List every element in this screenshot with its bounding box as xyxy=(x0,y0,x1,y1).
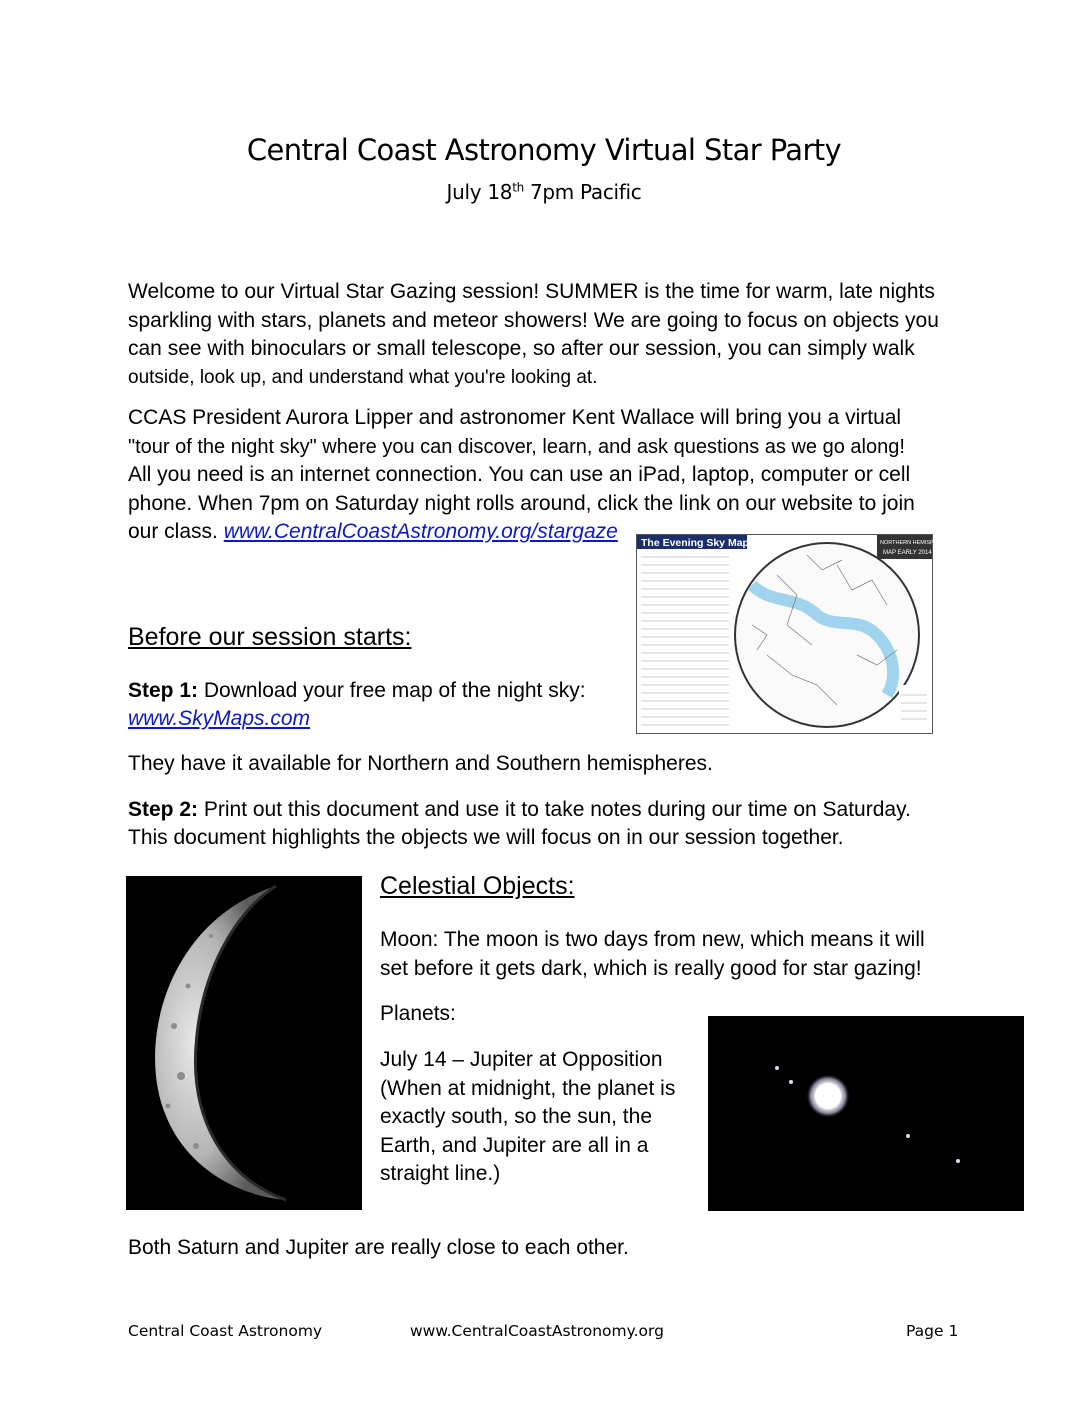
moon-graphic xyxy=(126,876,362,1210)
event-date-time: 7pm Pacific xyxy=(523,180,642,204)
jupiter-note-line: July 14 – Jupiter at Opposition xyxy=(380,1048,663,1071)
step2-line2: This document highlights the objects we will focus on in our session together. xyxy=(128,826,844,849)
tour-line: phone. When 7pm on Saturday night rolls around, click the link on our website to join xyxy=(128,491,915,515)
step1-description: Download your free map of the night sky: xyxy=(198,679,586,702)
jupiter-note xyxy=(380,1046,675,1189)
intro-paragraph xyxy=(128,278,988,392)
event-date xyxy=(0,180,1088,204)
footer-org: Central Coast Astronomy xyxy=(128,1322,323,1340)
skymaps-line xyxy=(128,705,310,734)
celestial-objects-heading: Celestial Objects: xyxy=(380,872,575,900)
crescent-moon-image xyxy=(126,876,362,1210)
intro-line: Welcome to our Virtual Star Gazing session! SUMMER is the time for warm, late nights xyxy=(128,280,935,303)
jupiter-note-line: straight line.) xyxy=(380,1162,501,1185)
sky-map-tag2: MAP EARLY 2014 xyxy=(883,550,932,556)
step2-description: Print out this document and use it to take notes during our time on Saturday. xyxy=(198,798,911,821)
intro-line: can see with binoculars or small telescope, so after our session, you can simply walk xyxy=(128,337,915,360)
hemispheres-note: They have it available for Northern and Southern hemispheres. xyxy=(128,752,713,775)
stargaze-link[interactable]: www.CentralCoastAstronomy.org/stargaze xyxy=(223,520,618,543)
tour-line: CCAS President Aurora Lipper and astronomer Kent Wallace will bring you a virtual xyxy=(128,406,902,429)
tour-paragraph xyxy=(128,404,988,547)
event-date-main: July 18 xyxy=(446,180,513,204)
jupiter-graphic xyxy=(708,1016,1024,1211)
step1-text xyxy=(128,677,586,706)
jupiter-note-line: (When at midnight, the planet is xyxy=(380,1076,676,1100)
tour-line-prefix: our class. xyxy=(128,520,224,543)
intro-line: outside, look up, and understand what you're looking at. xyxy=(128,366,598,388)
footer-page-number: Page 1 xyxy=(906,1322,959,1340)
sky-map-image xyxy=(636,534,949,734)
jupiter-note-line: exactly south, so the sun, the xyxy=(380,1105,652,1128)
moon-note-line: Moon: The moon is two days from new, which means it will xyxy=(380,928,925,951)
intro-line: sparkling with stars, planets and meteor showers! We are going to focus on objects you xyxy=(128,308,939,332)
jupiter-note-line: Earth, and Jupiter are all in a xyxy=(380,1133,649,1157)
sky-map-tag1: NORTHERN HEMISPHERE xyxy=(880,540,949,546)
jupiter-moons-image xyxy=(708,1016,1024,1211)
tour-line: All you need is an internet connection. You can use an iPad, laptop, computer or cell xyxy=(128,463,911,486)
footer-website: www.CentralCoastAstronomy.org xyxy=(410,1322,664,1340)
sky-map-graphic xyxy=(637,535,949,733)
before-session-heading: Before our session starts: xyxy=(128,623,412,651)
step1-label: Step 1: xyxy=(128,679,199,702)
tour-line: "tour of the night sky" where you can discover, learn, and ask questions as we go along! xyxy=(128,435,905,458)
moon-note xyxy=(380,926,925,983)
planets-label: Planets: xyxy=(380,1002,456,1025)
step2-label: Step 2: xyxy=(128,798,199,821)
document-title: Central Coast Astronomy Virtual Star Party xyxy=(246,133,842,167)
saturn-jupiter-note: Both Saturn and Jupiter are really close to each other. xyxy=(128,1236,629,1259)
skymaps-link[interactable]: www.SkyMaps.com xyxy=(128,707,311,730)
event-date-suffix: th xyxy=(512,180,524,195)
sky-map-banner: The Evening Sky Map xyxy=(641,537,749,549)
moon-note-line: set before it gets dark, which is really good for star gazing! xyxy=(380,956,922,980)
step2-text xyxy=(128,796,911,825)
